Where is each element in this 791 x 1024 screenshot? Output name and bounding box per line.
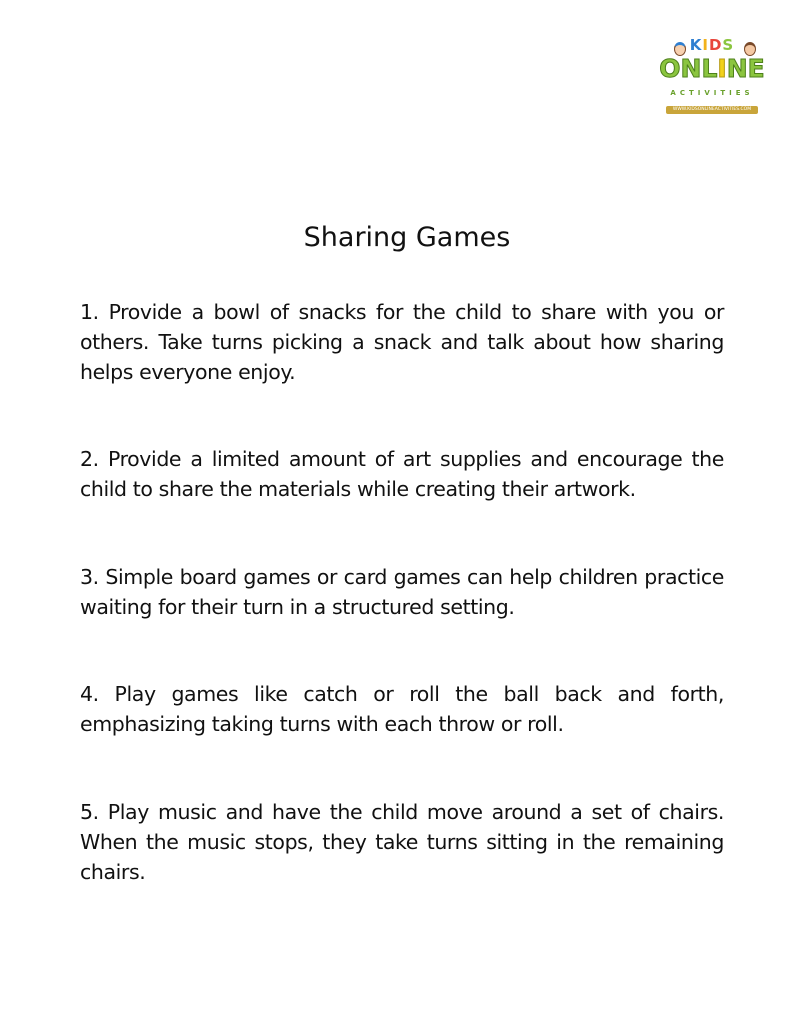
kids-online-activities-logo (656, 36, 768, 118)
activity-item-5: 5. Play music and have the child move around a set of chairs. When the music stops, they take turns sitting in the remaining chairs. (80, 800, 724, 884)
logo-kids-word: KIDS (689, 36, 735, 54)
activity-item-2: 2. Provide a limited amount of art supplies and encourage the child to share the materials while creating their artwork. (80, 447, 724, 501)
activity-item-4: 4. Play games like catch or roll the ball back and forth, emphasizing taking turns with each throw or roll. (80, 682, 724, 736)
activity-item-3: 3. Simple board games or card games can help children practice waiting for their turn in a structured setting. (80, 565, 724, 619)
logo-activities-word: ACTIVITIES (670, 89, 754, 97)
activity-item-1: 1. Provide a bowl of snacks for the child to share with you or others. Take turns picking a snack and talk about how sharing helps everyone enjoy. (80, 300, 724, 384)
logo-url-banner: WWW.KIDSONLINEACTIVITIES.COM (666, 106, 758, 114)
logo-online-word: ONLINE (659, 54, 765, 83)
page-title: Sharing Games (303, 222, 511, 253)
